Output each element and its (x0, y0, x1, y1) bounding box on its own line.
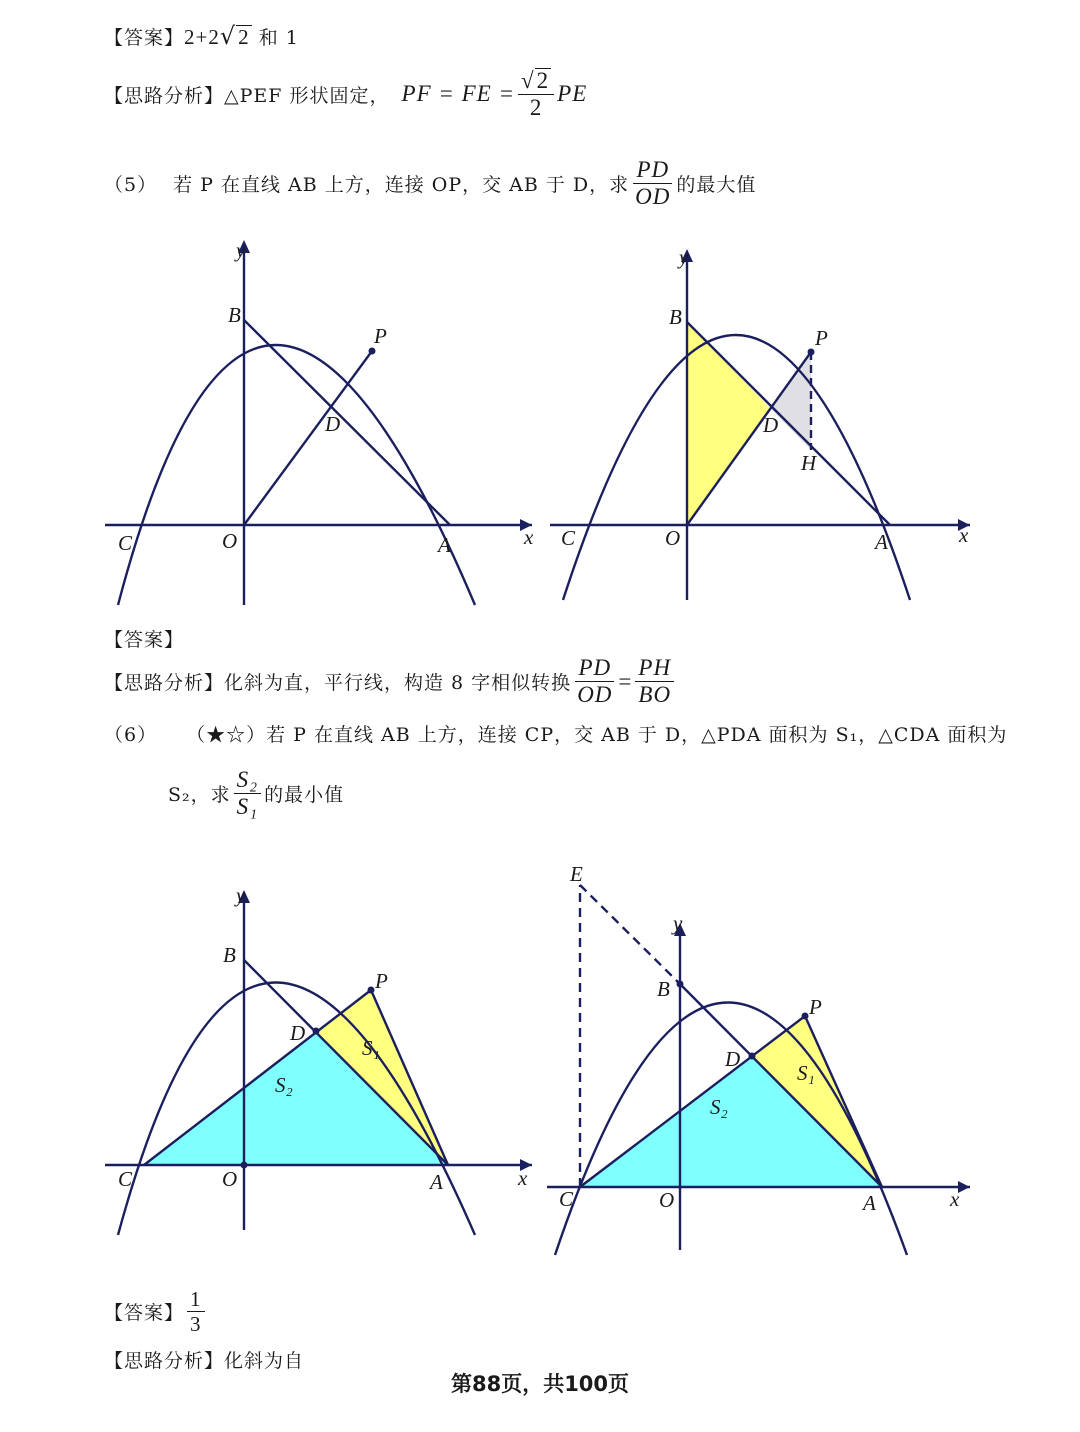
pd-over-od (632, 158, 673, 209)
label-B: B (223, 943, 236, 967)
label-y: y (236, 883, 246, 907)
analysis-label: 【思路分析】 (104, 672, 225, 695)
figure-1 (100, 235, 540, 610)
frac-numerator: S₂ (234, 768, 262, 794)
label-D: D (725, 1047, 741, 1071)
page-footer: 第88页，共100页 (450, 1372, 630, 1396)
label-S2: S₂ (275, 1073, 293, 1097)
label-B: B (657, 977, 670, 1001)
answer-value: 2+2 (184, 25, 220, 49)
radical-sign: √ (521, 68, 535, 93)
analysis-text: △PEF 形状固定， (224, 84, 390, 107)
point-P (368, 987, 375, 994)
answer-line-5 (104, 625, 184, 652)
analysis-line-4 (104, 68, 587, 120)
frac-denominator: OD (577, 682, 613, 708)
label-P: P (374, 324, 387, 348)
label-C: C (118, 1167, 133, 1191)
frac-numerator: 2 (536, 68, 550, 93)
analysis-label: 【思路分析】 (104, 84, 225, 107)
point-P (808, 349, 815, 356)
point-D (749, 1053, 756, 1060)
equation-right: PE (557, 81, 588, 107)
equals-sign: = (618, 668, 633, 694)
label-y: y (673, 911, 683, 935)
radicand: 2 (238, 25, 250, 49)
question-5 (104, 158, 756, 209)
label-S1: S₁ (362, 1036, 380, 1060)
label-S1: S₁ (797, 1061, 815, 1085)
label-x: x (959, 523, 969, 547)
question-text: （★☆）若 P 在直线 AB 上方，连接 CP，交 AB 于 D，△PDA 面积为 S₁，△CDA 面积为 (186, 724, 1008, 746)
line-AB (244, 320, 450, 525)
label-A: A (875, 530, 888, 554)
analysis-text: 化斜为直，平行线，构造 8 字相似转换 (224, 672, 572, 695)
label-y: y (236, 238, 246, 262)
one-third (187, 1288, 205, 1335)
analysis-label: 【思路分析】 (104, 1350, 225, 1372)
question-tail: 的最小值 (264, 784, 345, 807)
label-x: x (950, 1187, 960, 1211)
label-O: O (222, 529, 238, 553)
point-P (802, 1013, 809, 1020)
triangle-BDO (687, 322, 770, 525)
frac-numerator: 1 (187, 1288, 205, 1312)
label-x: x (518, 1166, 528, 1190)
label-O: O (222, 1167, 238, 1191)
sqrt2-over-2 (518, 68, 554, 120)
label-A: A (430, 1170, 443, 1194)
question-text-2: S₂，求 (168, 784, 231, 807)
answer-label: 【答案】 (104, 629, 185, 651)
analysis-text: 化斜为自 (224, 1350, 305, 1372)
question-number: （5） (104, 174, 158, 197)
point-O (241, 1162, 248, 1169)
radical-sign: √ (219, 22, 237, 50)
label-D: D (325, 412, 341, 436)
label-C: C (559, 1187, 574, 1211)
analysis-line-5 (104, 656, 677, 707)
label-P: P (815, 326, 828, 350)
s2-over-s1 (234, 768, 262, 819)
figure-3 (100, 880, 540, 1240)
frac-denominator: 2 (529, 95, 543, 121)
frac-denominator: OD (635, 184, 671, 210)
answer-line-6 (104, 1288, 208, 1335)
answer-label: 【答案】 (104, 27, 185, 49)
frac-numerator: PD (633, 158, 672, 184)
label-P: P (809, 995, 822, 1019)
answer-line-4 (104, 22, 299, 50)
frac-denominator: BO (638, 682, 672, 708)
label-B: B (228, 303, 241, 327)
point-D (313, 1028, 320, 1035)
equation-left: PF = FE = (401, 81, 516, 107)
label-D: D (763, 413, 779, 437)
label-C: C (118, 531, 133, 555)
label-A: A (863, 1191, 876, 1215)
frac-denominator: 3 (190, 1312, 202, 1337)
line-OP (244, 351, 372, 525)
point-P (369, 348, 376, 355)
label-B: B (669, 305, 682, 329)
answer-tail: 和 1 (258, 27, 299, 49)
label-S2: S₂ (710, 1095, 728, 1119)
question-6-line-2 (168, 768, 344, 819)
label-C: C (561, 526, 576, 550)
question-6 (104, 720, 1007, 747)
point-B (677, 981, 684, 988)
parabola (118, 345, 475, 605)
answer-label: 【答案】 (104, 1302, 185, 1325)
label-O: O (659, 1188, 675, 1212)
line-EB-dashed (580, 885, 680, 984)
ph-over-bo (635, 656, 674, 707)
question-text: 若 P 在直线 AB 上方，连接 OP，交 AB 于 D，求 (173, 174, 630, 197)
label-y: y (679, 245, 689, 269)
frac-numerator: PH (635, 656, 674, 682)
label-O: O (665, 526, 681, 550)
label-A: A (438, 533, 451, 557)
figure-4 (545, 860, 985, 1260)
frac-numerator: PD (575, 656, 614, 682)
question-number: （6） (104, 724, 158, 746)
x-arrow (958, 1181, 970, 1193)
frac-denominator: S₁ (236, 794, 259, 820)
pd-over-od (574, 656, 615, 707)
figure-2 (545, 240, 985, 615)
question-tail: 的最大值 (676, 174, 757, 197)
label-x: x (524, 525, 534, 549)
label-D: D (290, 1021, 306, 1045)
label-H: H (801, 451, 817, 475)
label-E: E (570, 862, 583, 886)
label-P: P (375, 969, 388, 993)
